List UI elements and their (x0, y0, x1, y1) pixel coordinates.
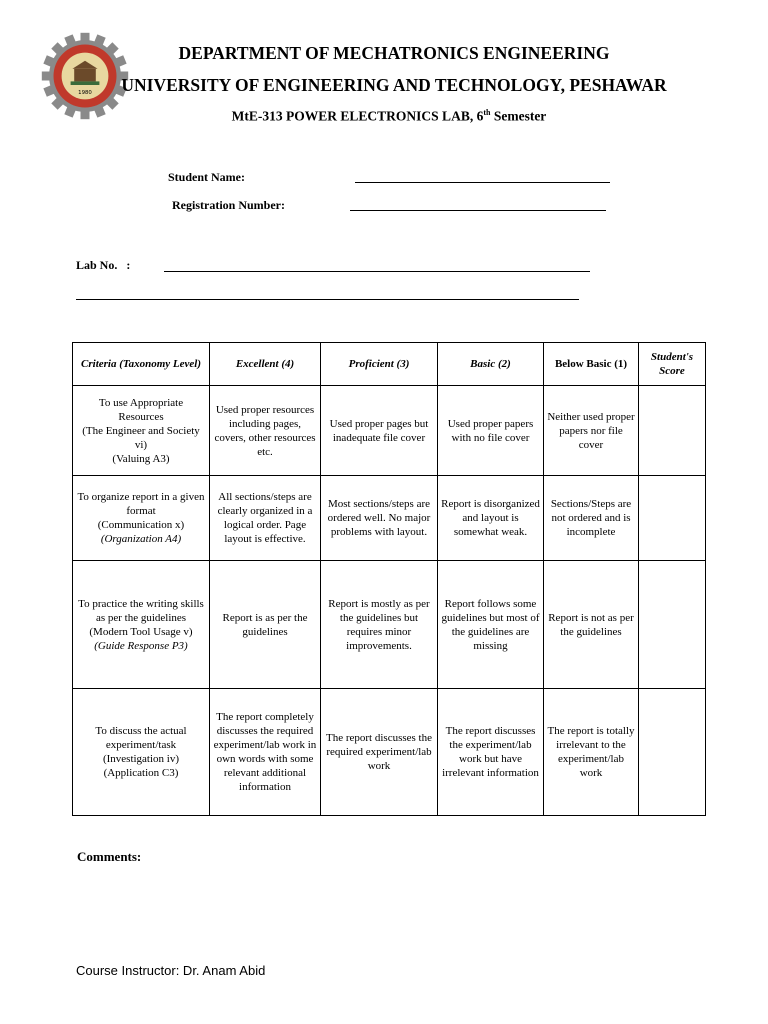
header-criteria: Criteria (Taxonomy Level) (73, 343, 210, 386)
criteria-line: To discuss the actual experiment/task (95, 725, 187, 751)
lab-no-label: Lab No. : (76, 258, 131, 272)
student-score-cell[interactable] (639, 689, 706, 816)
university-title: UNIVERSITY OF ENGINEERING AND TECHNOLOGY, PESHAWAR (121, 75, 667, 95)
registration-number-label: Registration Number: (172, 198, 285, 212)
excellent-cell: The report completely discusses the required experiment/lab work in own words with some relevant additional information (210, 689, 321, 816)
header-proficient: Proficient (3) (321, 343, 438, 386)
logo-year: 1980 (78, 90, 92, 97)
criteria-taxonomy: (Guide Response P3) (94, 639, 188, 652)
basic-cell: Report is disorganized and layout is somewhat weak. (438, 476, 544, 561)
student-score-cell[interactable] (639, 561, 706, 689)
student-name-label: Student Name: (168, 170, 245, 184)
criteria-line: (Application C3) (103, 767, 179, 779)
criteria-line: (The Engineer and Society vi) (82, 424, 200, 451)
header-basic: Basic (2) (438, 343, 544, 386)
course-title: MtE-313 POWER ELECTRONICS LAB, 6th Semester (231, 108, 547, 124)
student-name-line[interactable] (355, 182, 610, 183)
basic-cell: The report discusses the experiment/lab work but have irrelevant information (438, 689, 544, 816)
excellent-cell: Used proper resources including pages, covers, other resources etc. (210, 386, 321, 476)
comments-label: Comments: (77, 849, 142, 864)
lab-no-line[interactable] (164, 271, 590, 272)
table-row (73, 386, 706, 476)
below-basic-cell: Neither used proper papers nor file cover (544, 386, 639, 476)
table-row (73, 476, 706, 561)
below-basic-cell: Report is not as per the guidelines (544, 561, 639, 689)
criteria-line: To use Appropriate Resources (98, 396, 184, 423)
excellent-cell: All sections/steps are clearly organized in a logical order. Page layout is effective. (210, 476, 321, 561)
header-excellent: Excellent (4) (210, 343, 321, 386)
header-score: Student's Score (639, 343, 706, 386)
student-score-cell[interactable] (639, 476, 706, 561)
criteria-taxonomy: (Organization A4) (100, 533, 182, 545)
rubric-table (72, 342, 706, 816)
criteria-line: (Communication x) (97, 519, 185, 531)
lab-title-line[interactable] (76, 299, 579, 300)
proficient-cell: Most sections/steps are ordered well. No major problems with layout. (321, 476, 438, 561)
student-score-cell[interactable] (639, 386, 706, 476)
rubric-header-row (73, 343, 706, 386)
header-below-basic: Below Basic (1) (544, 343, 639, 386)
criteria-cell (73, 689, 210, 816)
course-instructor: Course Instructor: Dr. Anam Abid (76, 963, 266, 978)
criteria-line: (Investigation iv) (102, 753, 180, 765)
proficient-cell: Report is mostly as per the guidelines but requires minor improvements. (321, 561, 438, 689)
proficient-cell: The report discusses the required experiment/lab work (321, 689, 438, 816)
criteria-line: To practice the writing skills as per the guidelines (78, 597, 204, 624)
basic-cell: Used proper papers with no file cover (438, 386, 544, 476)
proficient-cell: Used proper pages but inadequate file cover (321, 386, 438, 476)
criteria-line: (Valuing A3) (112, 452, 170, 465)
excellent-cell: Report is as per the guidelines (210, 561, 321, 689)
department-title: DEPARTMENT OF MECHATRONICS ENGINEERING (178, 43, 610, 63)
criteria-cell (73, 561, 210, 689)
criteria-cell (73, 386, 210, 476)
table-row (73, 689, 706, 816)
table-row (73, 561, 706, 689)
below-basic-cell: Sections/Steps are not ordered and is incomplete (544, 476, 639, 561)
criteria-line: (Modern Tool Usage v) (89, 625, 193, 638)
criteria-cell (73, 476, 210, 561)
criteria-line: To organize report in a given format (77, 491, 205, 517)
below-basic-cell: The report is totally irrelevant to the experiment/lab work (544, 689, 639, 816)
registration-number-line[interactable] (350, 210, 606, 211)
basic-cell: Report follows some guidelines but most of the guidelines are missing (438, 561, 544, 689)
